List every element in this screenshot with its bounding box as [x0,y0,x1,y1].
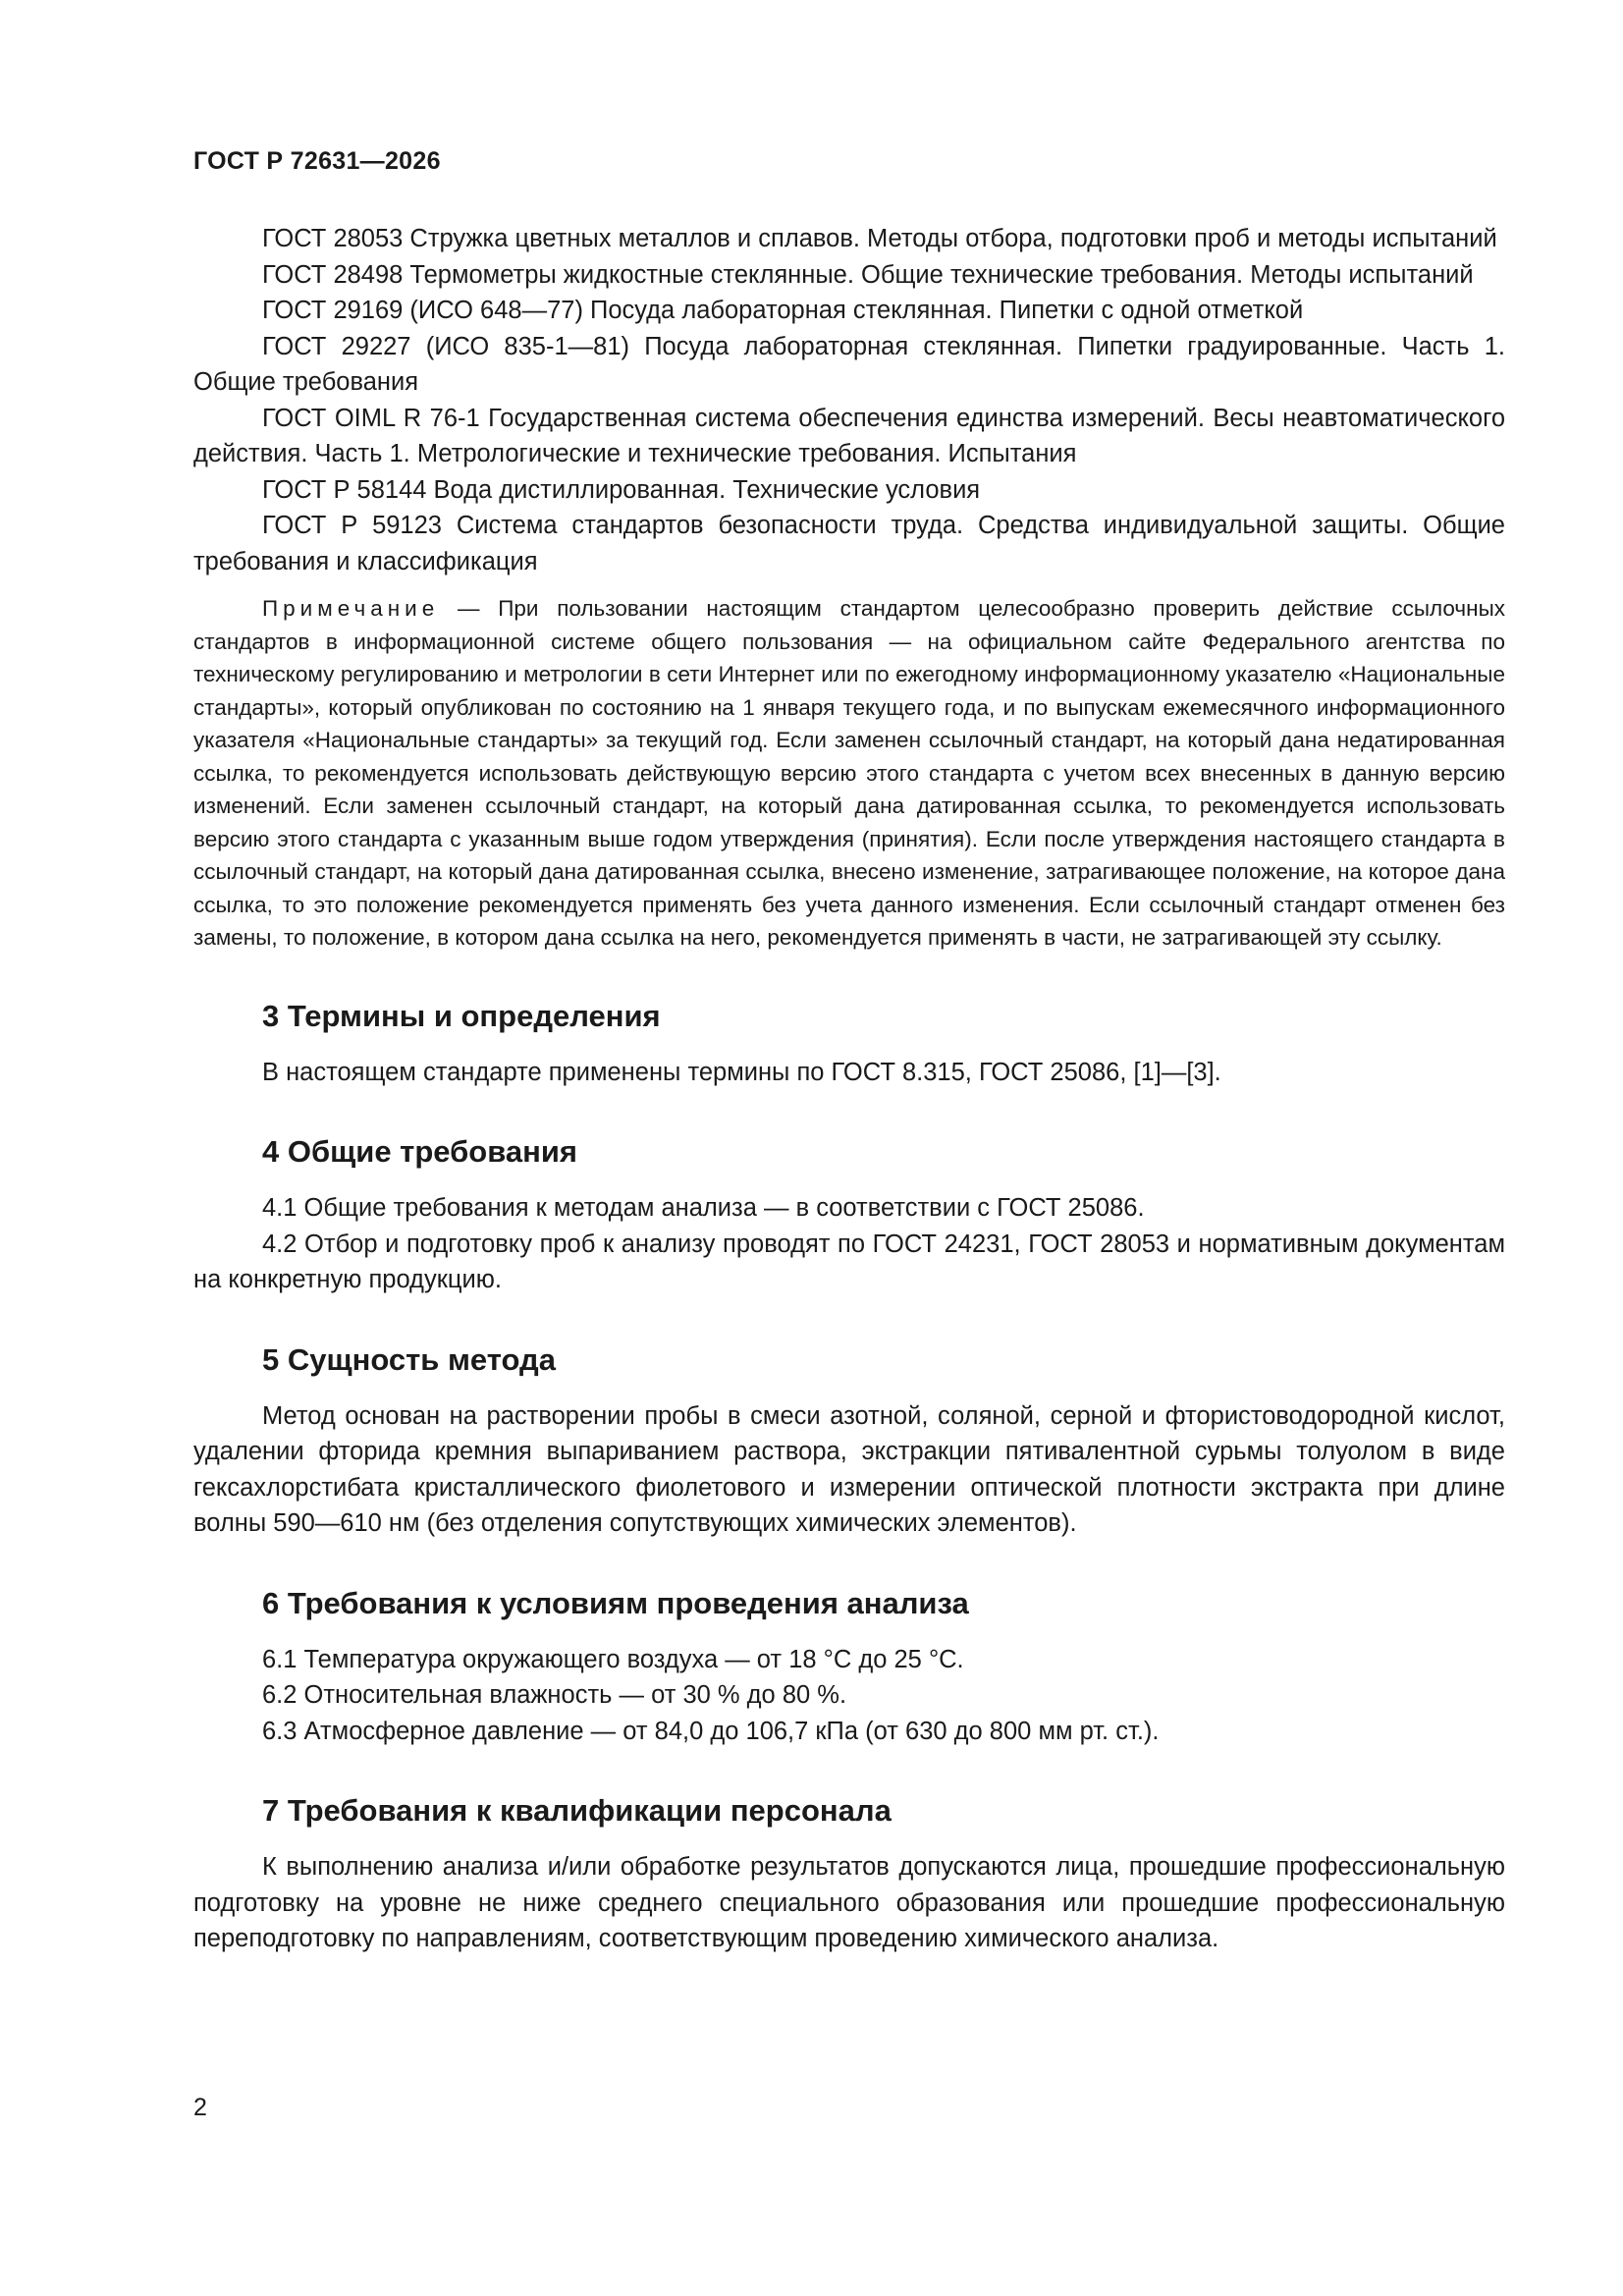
section-heading: 5 Сущность метода [262,1341,556,1377]
normative-references-list [193,221,1505,579]
section-personnel-qualification [193,1792,1505,1957]
reference-item: ГОСТ Р 59123 Система стандартов безопасности труда. Средства индивидуальной защиты. Общие требования и классификация [193,512,1505,575]
page-number: 2 [193,2094,207,2121]
section-heading: 4 Общие требования [262,1134,577,1169]
section-paragraph: В настоящем стандарте применены термины по ГОСТ 8.315, ГОСТ 25086, [1]—[3]. [262,1058,1221,1086]
section-heading: 6 Требования к условиям проведения анализа [262,1585,969,1620]
reference-item: ГОСТ 29227 (ИСО 835-1—81) Посуда лабораторная стеклянная. Пипетки градуированные. Часть 1. Общие требования [193,332,1505,396]
section-paragraph: К выполнению анализа и/или обработке результатов допускаются лица, прошедшие профессиональную подготовку на уровне не ниже среднего специального образования или прошедшие профессиональную переподготовку по направлениям, соответствующим проведению химического анализа. [193,1853,1505,1952]
section-paragraph: 6.3 Атмосферное давление — от 84,0 до 106,7 кПа (от 630 до 800 мм рт. ст.). [262,1717,1160,1745]
reference-item: ГОСТ OIML R 76-1 Государственная система обеспечения единства измерений. Весы неавтоматического действия. Часть 1. Метрологические и технические требования. Испытания [193,404,1505,467]
page-content [193,221,1505,1957]
section-paragraph: Метод основан на растворении пробы в смеси азотной, соляной, серной и фтористоводородной кислот, удалении фторида кремния выпариванием раствора, экстракции пятивалентной сурьмы толуолом в виде гексахлорстибата кристаллического фиолетового и измерении оптической плотности экстракта при длине волны 590—610 нм (без отделения сопутствующих химических элементов). [193,1401,1505,1537]
section-paragraph: 4.2 Отбор и подготовку проб к анализу проводят по ГОСТ 24231, ГОСТ 28053 и нормативным документам на конкретную продукцию. [193,1230,1505,1293]
section-analysis-conditions [193,1585,1505,1750]
section-paragraph: 4.1 Общие требования к методам анализа — в соответствии с ГОСТ 25086. [262,1194,1145,1222]
section-heading: 3 Термины и определения [262,998,661,1033]
section-general-requirements [193,1133,1505,1298]
section-paragraph: 6.1 Температура окружающего воздуха — от 18 °С до 25 °С. [262,1645,964,1673]
note-block [193,592,1505,955]
reference-item: ГОСТ 28053 Стружка цветных металлов и сплавов. Методы отбора, подготовки проб и методы испытаний [262,225,1497,252]
section-heading: 7 Требования к квалификации персонала [262,1793,892,1828]
document-header: ГОСТ Р 72631—2026 [193,147,441,175]
note-text: — При пользовании настоящим стандартом целесообразно проверить действие ссылочных стандартов в информационной системе общего пользования — на официальном сайте Федерального агентства по техническому регулированию и метрологии в сети Интернет или по ежегодному информационному указателю «Национальные стандарты», который опубликован по состоянию на 1 января текущего года, и по выпускам ежемесячного информационного указателя «Национальные стандарты» за текущий год. Если заменен ссылочный стандарт, на который дана недатированная ссылка, то рекомендуется использовать действующую версию этого стандарта с учетом всех внесенных в данную версию изменений. Если заменен ссылочный стандарт, на который дана датированная ссылка, то рекомендуется использовать версию этого стандарта с указанным выше годом утверждения (принятия). Если после утверждения настоящего стандарта в ссылочный стандарт, на который дана датированная ссылка, внесено изменение, затрагивающее положение, на которое дана ссылка, то это положение рекомендуется применять без учета данного изменения. Если ссылочный стандарт отменен без замены, то положение, в котором дана ссылка на него, рекомендуется применять в части, не затрагивающей эту ссылку. [193,596,1505,950]
section-terms [193,998,1505,1091]
reference-item: ГОСТ Р 58144 Вода дистиллированная. Технические условия [262,475,981,504]
reference-item: ГОСТ 28498 Термометры жидкостные стеклянные. Общие технические требования. Методы испытаний [262,260,1474,289]
section-method-essence [193,1341,1505,1542]
reference-item: ГОСТ 29169 (ИСО 648—77) Посуда лабораторная стеклянная. Пипетки с одной отметкой [262,297,1304,324]
section-paragraph: 6.2 Относительная влажность — от 30 % до 80 %. [262,1681,847,1709]
note-label: Примечание [262,596,440,621]
